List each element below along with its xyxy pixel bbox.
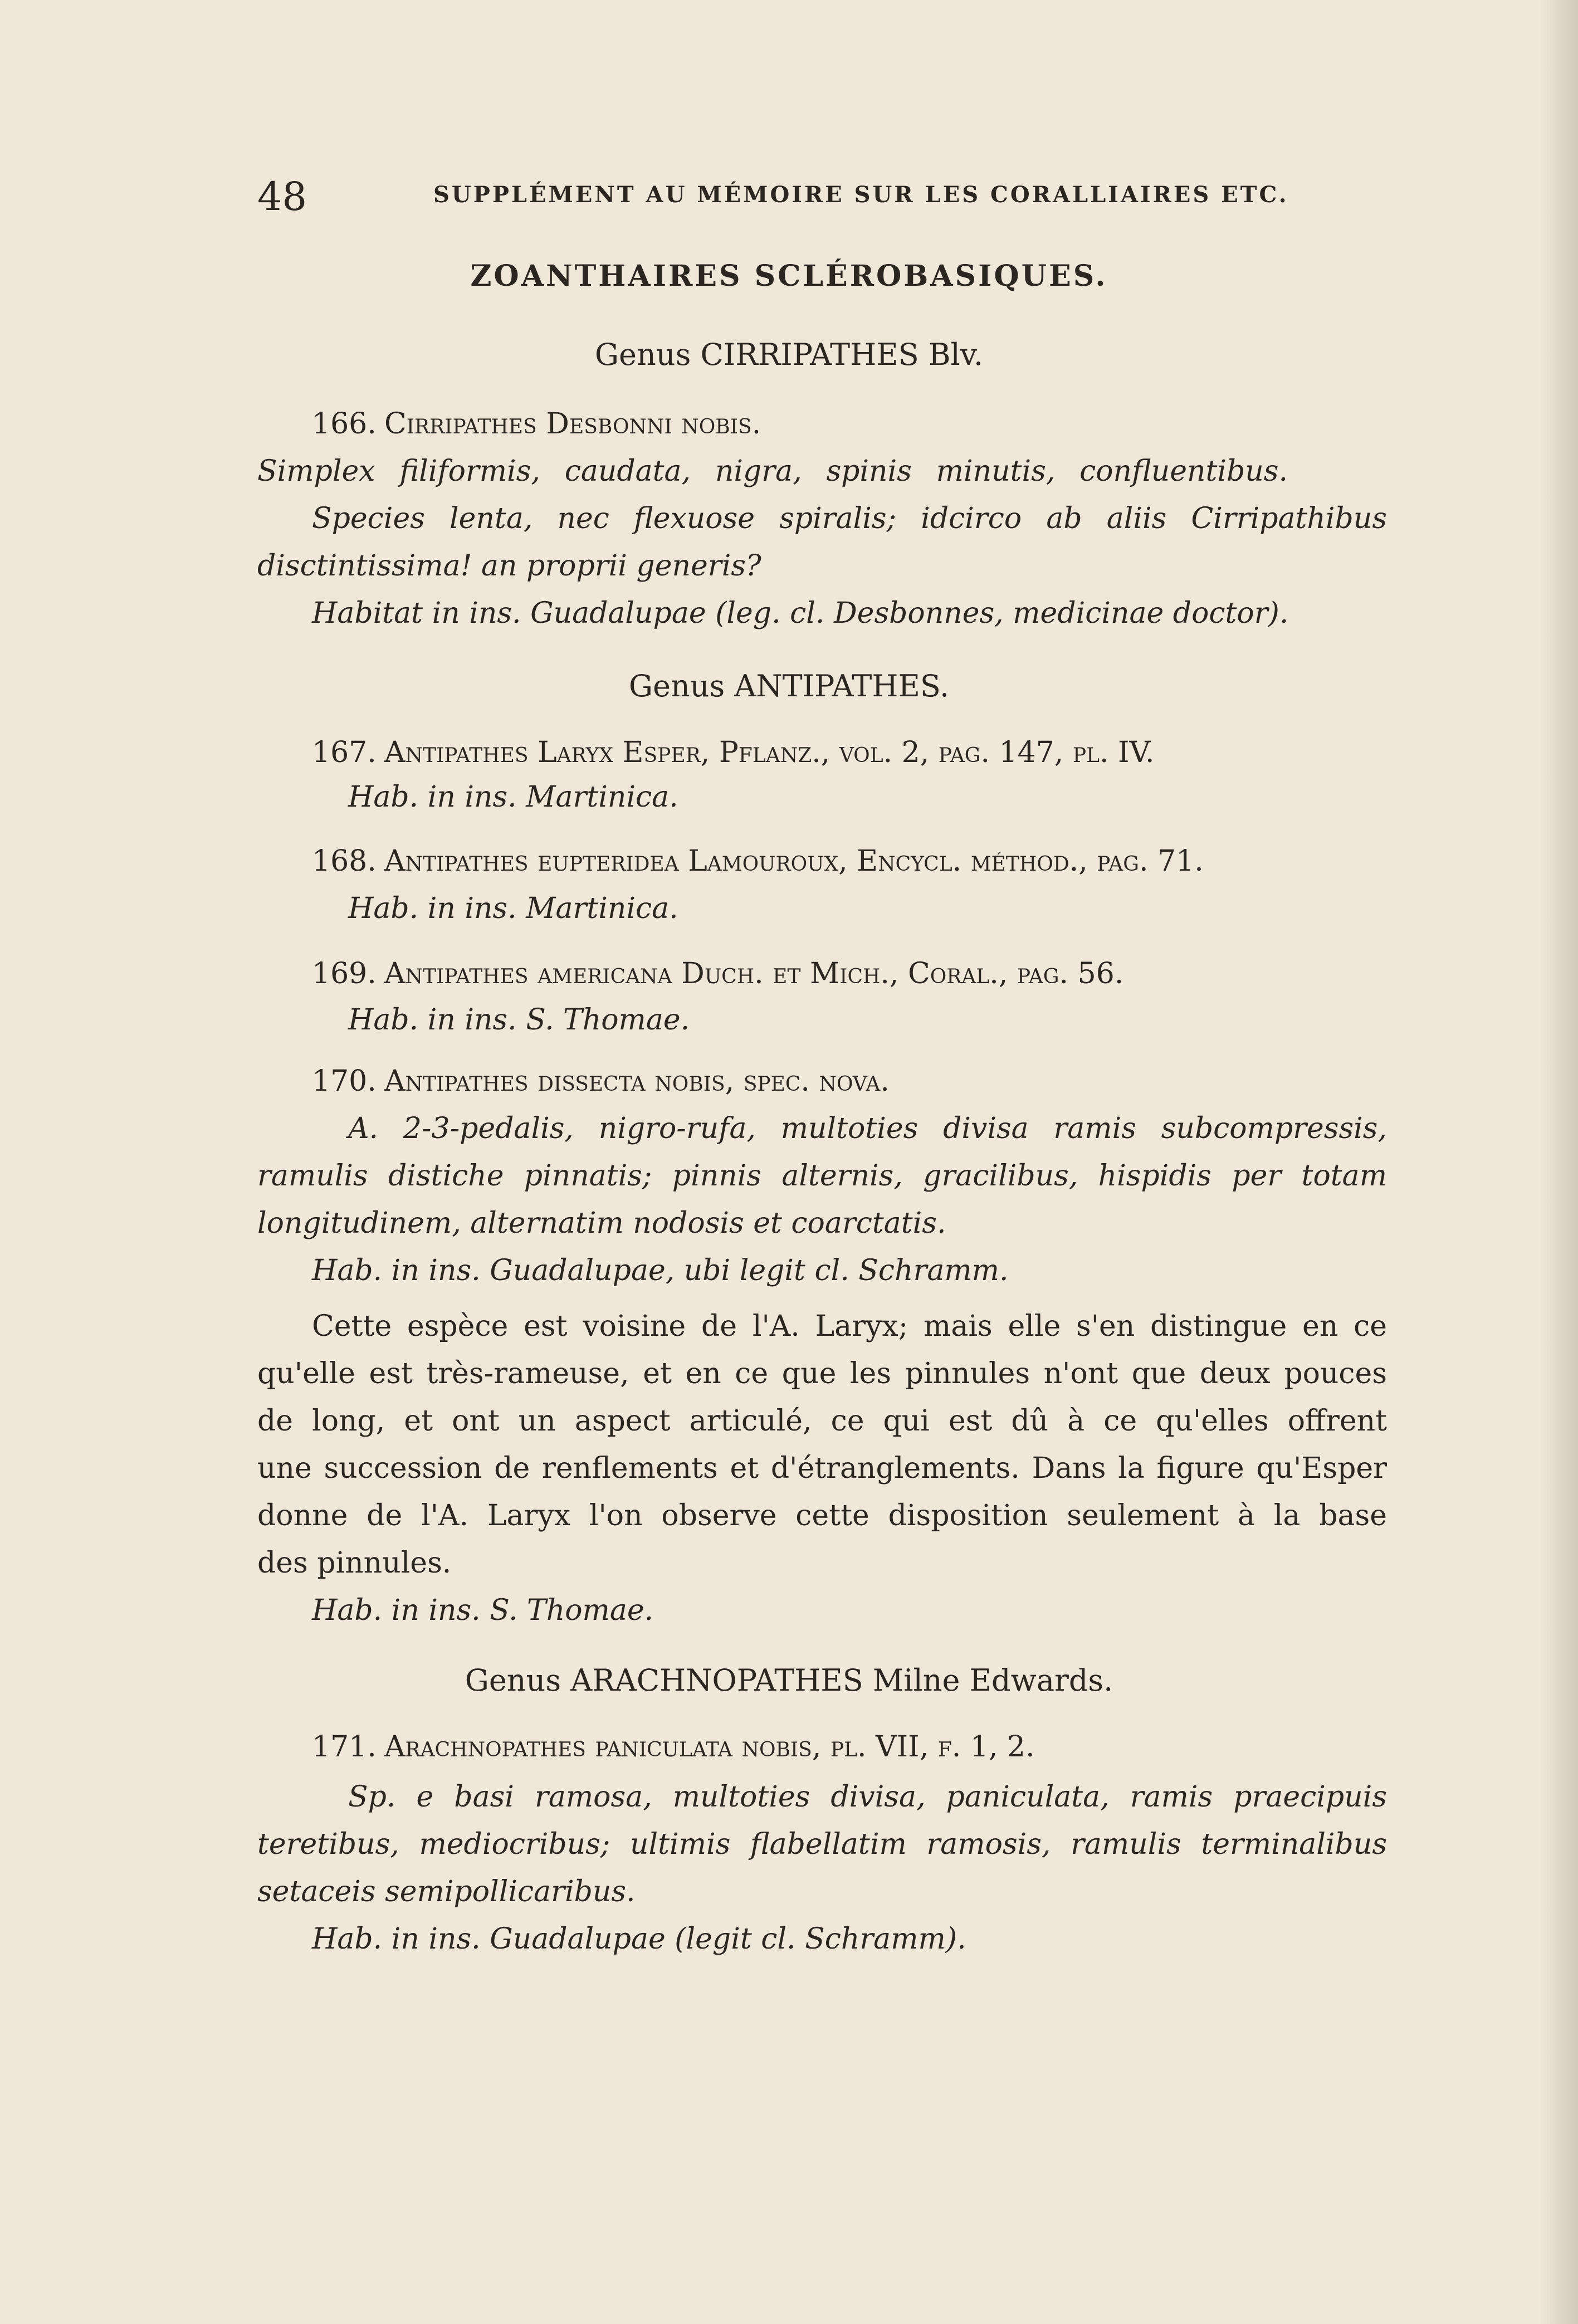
species-heading: Cirripathes Desbonni nobis. xyxy=(384,407,761,441)
species-description-line: teretibus, mediocribus; ultimis flabellatim ramosis, ramulis terminalibus xyxy=(257,1828,1387,1861)
species-heading: Antipathes Laryx Esper, Pflanz., vol. 2, pag. 147, pl. IV. xyxy=(384,736,1155,769)
species-habitat: Hab. in ins. Guadalupae (legit cl. Schramm). xyxy=(312,1922,966,1956)
genus-title: Genus ARACHNOPATHES Milne Edwards. xyxy=(465,1663,1113,1698)
running-title: SUPPLÉMENT AU MÉMOIRE SUR LES CORALLIAIRES ETC. xyxy=(433,182,1289,208)
species-heading: Arachnopathes paniculata nobis, pl. VII, f. 1, 2. xyxy=(384,1730,1035,1764)
species-number: 170. xyxy=(312,1065,377,1098)
species-habitat: Hab. in ins. Martinica. xyxy=(348,892,678,925)
species-habitat: Hab. in ins. S. Thomae. xyxy=(312,1594,654,1627)
species-description-line: longitudinem, alternatim nodosis et coarctatis. xyxy=(257,1207,946,1240)
note-line: donne de l'A. Laryx l'on observe cette disposition seulement à la base xyxy=(257,1499,1387,1532)
species-habitat: Habitat in ins. Guadalupae (leg. cl. Desbonnes, medicinae doctor). xyxy=(312,597,1289,630)
species-description-line: A. 2-3-pedalis, nigro-rufa, multoties divisa ramis subcompressis, xyxy=(348,1112,1387,1145)
species-habitat: Hab. in ins. S. Thomae. xyxy=(348,1003,690,1037)
genus-title: Genus CIRRIPATHES Blv. xyxy=(594,337,984,372)
species-habitat: Hab. in ins. Guadalupae, ubi legit cl. Schramm. xyxy=(312,1254,1009,1287)
species-number: 169. xyxy=(312,957,377,990)
species-number: 168. xyxy=(312,844,377,878)
section-title: ZOANTHAIRES SCLÉROBASIQUES. xyxy=(470,259,1108,293)
note-line: de long, et ont un aspect articulé, ce qui est dû à ce qu'elles offrent xyxy=(257,1404,1387,1438)
note-line: Cette espèce est voisine de l'A. Laryx; mais elle s'en distingue en ce xyxy=(312,1310,1387,1343)
note-line: une succession de renflements et d'étranglements. Dans la figure qu'Esper xyxy=(257,1452,1387,1485)
page-number: 48 xyxy=(257,174,307,219)
species-description-line: Species lenta, nec flexuose spiralis; idcirco ab aliis Cirripathibus xyxy=(312,502,1387,535)
species-heading: Antipathes eupteridea Lamouroux, Encycl. méthod., pag. 71. xyxy=(384,844,1204,878)
species-description-line: Simplex filiformis, caudata, nigra, spinis minutis, confluentibus. xyxy=(257,455,1288,488)
note-line: qu'elle est très-rameuse, et en ce que les pinnules n'ont que deux pouces xyxy=(257,1357,1387,1390)
species-habitat: Hab. in ins. Martinica. xyxy=(348,780,678,814)
species-heading: Antipathes dissecta nobis, spec. nova. xyxy=(384,1065,890,1098)
species-description-line: ramulis distiche pinnatis; pinnis alternis, gracilibus, hispidis per totam xyxy=(257,1159,1387,1193)
species-number: 171. xyxy=(312,1730,377,1764)
species-description-line: disctintissima! an proprii generis? xyxy=(257,549,761,583)
species-description-line: setaceis semipollicaribus. xyxy=(257,1875,636,1908)
species-heading: Antipathes americana Duch. et Mich., Coral., pag. 56. xyxy=(384,957,1124,990)
species-description-line: Sp. e basi ramosa, multoties divisa, paniculata, ramis praecipuis xyxy=(348,1780,1387,1814)
species-number: 166. xyxy=(312,407,377,441)
note-line: des pinnules. xyxy=(257,1546,452,1580)
genus-title: Genus ANTIPATHES. xyxy=(628,668,950,704)
species-number: 167. xyxy=(312,736,377,769)
